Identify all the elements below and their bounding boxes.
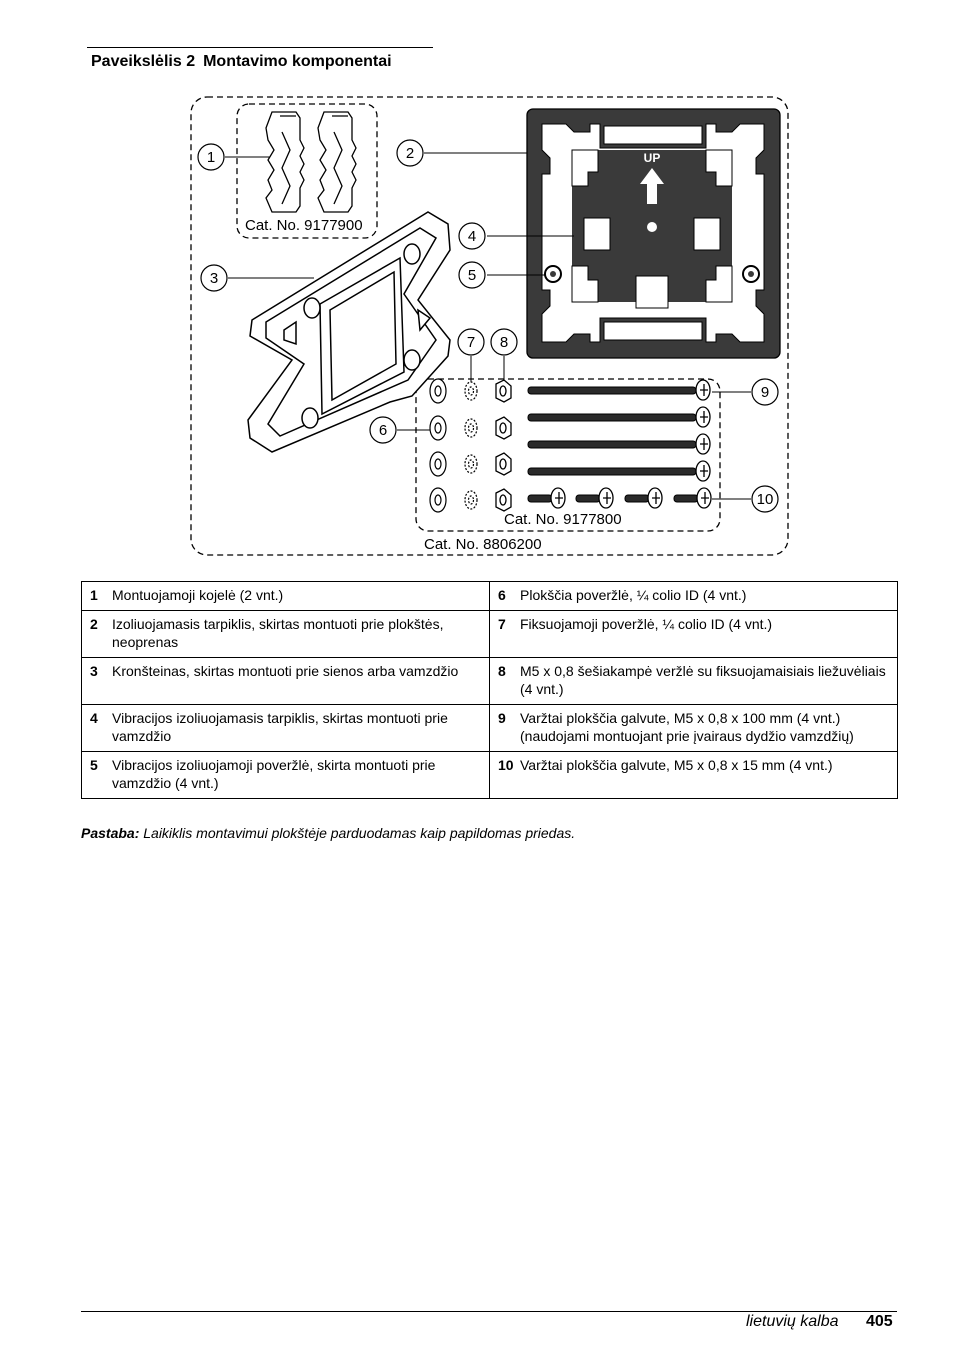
catalog-number-clips: Cat. No. 9177900: [245, 217, 363, 234]
note-label: Pastaba:: [81, 825, 140, 841]
panel-gasket: [527, 109, 780, 358]
legend-text: Kronšteinas, skirtas montuoti prie sienos arba vamzdžio: [112, 663, 459, 679]
footer-rule: [81, 1311, 897, 1312]
callout-2: 2: [405, 145, 415, 162]
legend-cell: [490, 705, 898, 752]
figure-caption: Montavimo komponentai: [203, 53, 392, 70]
callout-4: 4: [467, 228, 477, 245]
wall-pipe-bracket: [248, 212, 450, 452]
legend-cell: [82, 705, 490, 752]
callout-10: 10: [756, 491, 774, 508]
short-screws: [528, 488, 711, 508]
callout-6: 6: [378, 422, 388, 439]
flat-washers: [430, 379, 446, 512]
legend-number: 2: [90, 616, 98, 632]
mounting-foot-right: [318, 112, 356, 212]
legend-row: [82, 611, 898, 658]
legend-cell: [82, 658, 490, 705]
legend-cell: [490, 752, 898, 799]
callout-9: 9: [760, 384, 770, 401]
note-text: Laikiklis montavimui plokštėje parduodamas kaip papildomas priedas.: [143, 825, 576, 841]
legend-text: Montuojamoji kojelė (2 vnt.): [112, 587, 284, 603]
figure-label: Paveikslėlis 2: [91, 53, 196, 70]
legend-cell: [490, 582, 898, 611]
legend-number: 5: [90, 757, 98, 773]
legend-text: Varžtai plokščia galvute, M5 x 0,8 x 15 mm (4 vnt.): [520, 757, 833, 773]
legend-text: M5 x 0,8 šešiakampė veržlė su fiksuojamaisiais liežuvėliais (4 vnt.): [520, 663, 886, 697]
callout-7: 7: [466, 334, 476, 351]
legend-row: [82, 658, 898, 705]
mounting-foot-left: [266, 112, 304, 212]
legend-text: Izoliuojamasis tarpiklis, skirtas montuoti prie plokštės, neoprenas: [112, 616, 444, 650]
legend-number: 4: [90, 710, 98, 726]
callout-5: 5: [467, 267, 477, 284]
legend-text: Fiksuojamoji poveržlė, ¼ colio ID (4 vnt.): [520, 616, 773, 632]
long-screws: [528, 380, 710, 481]
up-marking: UP: [643, 151, 661, 165]
legend-text: Vibracijos izoliuojamoji poveržlė, skirta montuoti prie vamzdžio (4 vnt.): [112, 757, 436, 791]
legend-cell: [82, 752, 490, 799]
mounting-components-illustration: [0, 0, 954, 570]
legend-row: [82, 752, 898, 799]
legend-number: 3: [90, 663, 98, 679]
legend-cell: [490, 611, 898, 658]
legend-cell: [82, 611, 490, 658]
catalog-number-kit: Cat. No. 8806200: [424, 536, 542, 553]
hex-nuts: [496, 380, 511, 511]
legend-row: [82, 582, 898, 611]
legend-table: [81, 581, 898, 799]
legend-number: 10: [498, 757, 514, 773]
legend-text: Varžtai plokščia galvute, M5 x 0,8 x 100 mm (4 vnt.) (naudojami montuojant prie įvairaus dydžio vamzdžių): [520, 710, 854, 744]
legend-number: 6: [498, 587, 506, 603]
legend-row: [82, 705, 898, 752]
catalog-number-hardware: Cat. No. 9177800: [504, 511, 622, 528]
callout-3: 3: [209, 270, 219, 287]
legend-number: 7: [498, 616, 506, 632]
footer-language: lietuvių kalba: [746, 1313, 839, 1330]
legend-text: Plokščia poveržlė, ¼ colio ID (4 vnt.): [520, 587, 747, 603]
legend-cell: [490, 658, 898, 705]
legend-text: Vibracijos izoliuojamasis tarpiklis, skirtas montuoti prie vamzdžio: [112, 710, 448, 744]
lock-washers: [465, 382, 477, 509]
page-number: 405: [866, 1313, 893, 1330]
legend-number: 8: [498, 663, 506, 679]
note: [81, 825, 575, 841]
hardware-boundary: [416, 379, 720, 531]
legend-number: 1: [90, 587, 98, 603]
legend-cell: [82, 582, 490, 611]
callout-1: 1: [206, 149, 216, 166]
legend-number: 9: [498, 710, 506, 726]
callout-8: 8: [499, 334, 509, 351]
